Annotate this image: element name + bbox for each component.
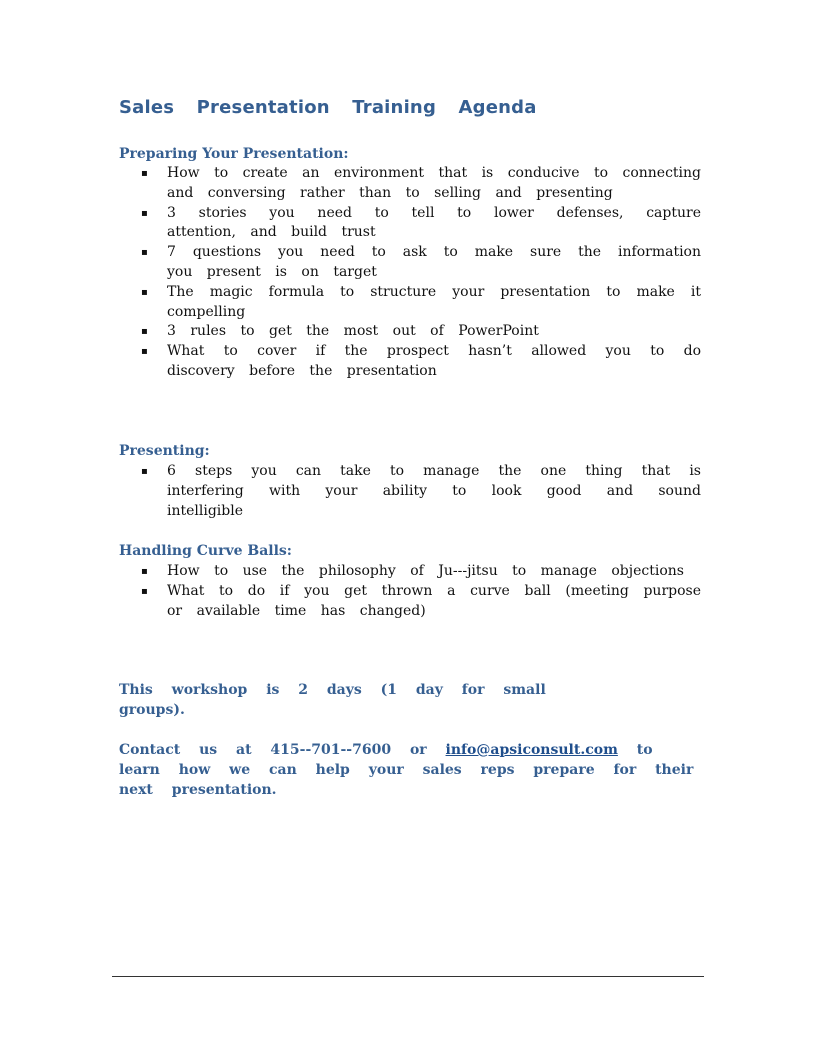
list-item: ▪ The magic formula to structure your presentation to make it compelling: [141, 283, 701, 320]
list-item: ▪ 3 rules to get the most out of PowerPoint: [141, 322, 701, 342]
list-item: ▪ How to create an environment that is conducive to connecting and conversing rather than to selling and presenting: [141, 165, 701, 201]
footer-divider: [112, 976, 704, 977]
list-item: ▪ 7 questions you need to ask to make sure the information you present is on target: [141, 244, 701, 280]
page-title: Sales Presentation Training Agenda: [119, 97, 537, 118]
bullet-icon: ▪: [141, 326, 148, 338]
curve-balls-bullet-list: [141, 562, 701, 621]
presenting-bullet-list: [141, 462, 701, 521]
list-item: ▪ What to do if you get thrown a curve ball (meeting purpose or available time has changed): [141, 582, 701, 619]
list-item: ▪ What to cover if the prospect hasn’t allowed you to do discovery before the presentation: [141, 343, 701, 379]
bullet-icon: ▪: [141, 466, 148, 477]
bullet-icon: ▪: [141, 207, 148, 219]
bullet-icon: ▪: [141, 168, 148, 179]
section-heading-curve-balls: Handling Curve Balls:: [119, 543, 292, 559]
list-item: ▪ 3 stories you need to tell to lower defenses, capture attention, and build trust: [141, 204, 701, 241]
contact-suffix: to learn how we can help your sales reps prepare for their next presentation.: [119, 742, 694, 798]
section-heading-preparing: Preparing Your Presentation:: [119, 146, 349, 162]
list-item: ▪ How to use the philosophy of Ju---jitsu to manage objections: [141, 562, 701, 582]
contact-prefix: Contact us at 415--701--7600 or: [119, 742, 427, 758]
bullet-icon: ▪: [141, 286, 148, 298]
bullet-icon: ▪: [141, 346, 148, 358]
contact-paragraph: [119, 741, 699, 800]
bullet-icon: ▪: [141, 585, 148, 597]
email-link[interactable]: info@apsiconsult.com: [445, 742, 618, 758]
workshop-duration-note: This workshop is 2 days (1 day for small groups).: [119, 682, 546, 718]
list-item: ▪ 6 steps you can take to manage the one thing that is interfering with your ability to look good and sound intelligible: [141, 463, 701, 519]
preparing-bullet-list: [141, 164, 701, 382]
section-heading-presenting: Presenting:: [119, 443, 210, 459]
bullet-icon: ▪: [141, 247, 148, 259]
bullet-icon: ▪: [141, 566, 148, 577]
